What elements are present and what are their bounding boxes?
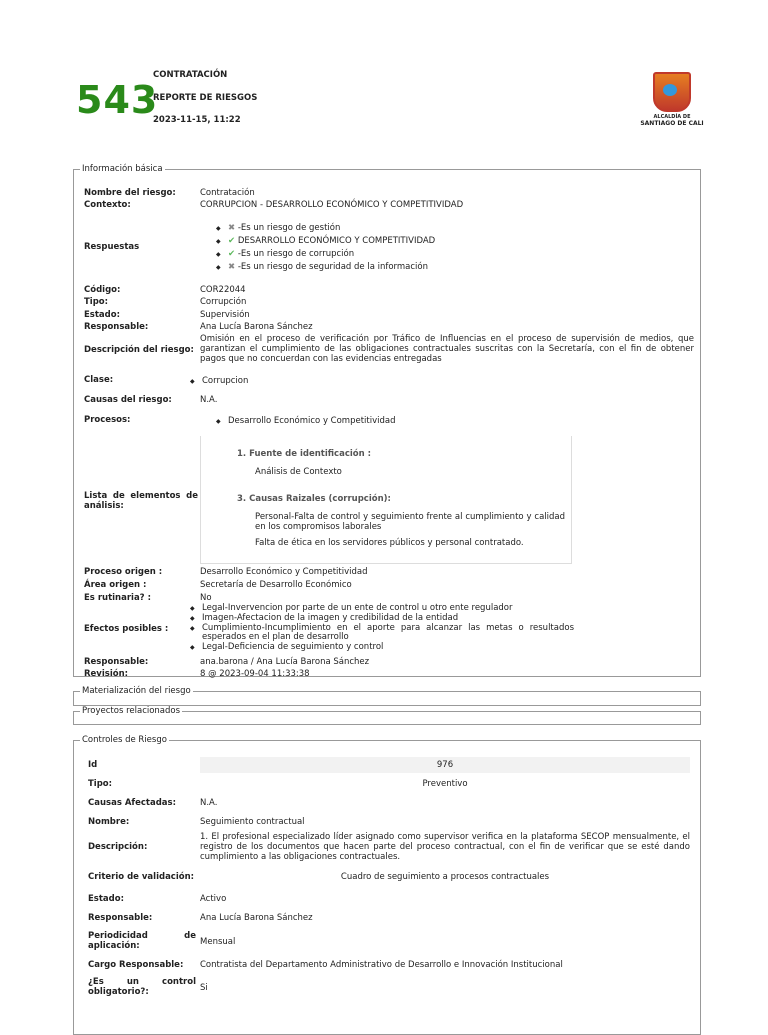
field-label: Responsable:	[84, 657, 149, 667]
section-legend: Materialización del riesgo	[82, 686, 191, 696]
field-label: Lista de elementos de análisis:	[84, 491, 198, 511]
control-status: Activo	[200, 894, 227, 904]
field-label: Causas Afectadas:	[88, 798, 176, 808]
risk-owner: Ana Lucía Barona Sánchez	[200, 322, 313, 332]
field-label: Es rutinaria? :	[84, 593, 151, 603]
controls-section	[73, 735, 701, 1035]
response-text: -Es un riesgo de gestión	[237, 223, 341, 233]
field-label: Causas del riesgo:	[84, 395, 172, 405]
cross-icon: ✖	[228, 223, 236, 233]
projects-section	[73, 706, 701, 725]
owner-user: ana.barona / Ana Lucía Barona Sánchez	[200, 657, 370, 667]
field-label: ¿Es un control obligatorio?:	[88, 977, 196, 997]
analysis-text: Personal-Falta de control y seguimiento frente al cumplimiento y calidad en los compromisos laborales	[255, 512, 565, 532]
risk-context: CORRUPCION - DESARROLLO ECONÓMICO Y COMPETITIVIDAD	[200, 200, 464, 210]
list-item: ◆ Cumplimiento-Incumplimiento en el aporte para alcanzar las metas o resultados esperados en el plan de desarrollo	[190, 624, 574, 644]
list-item: ◆ Imagen-Afectacion de la imagen y credibilidad de la entidad	[190, 614, 574, 624]
list-item: ◆ Corrupcion	[190, 375, 684, 388]
origin-process: Desarrollo Económico y Competitividad	[200, 567, 368, 577]
list-item	[216, 248, 710, 261]
list-item	[216, 222, 710, 235]
effects-list	[190, 604, 574, 653]
report-category: CONTRATACIÓN	[153, 70, 228, 80]
cross-icon: ✖	[228, 262, 236, 272]
control-description: 1. El profesional especializado líder asignado como supervisor verifica en la plataforma SECOP mensualmente, el registro de los documentos que hacen parte del proceso contractual, con el fin de verificar que se esté dando cumplimiento a las obligaciones contractuales.	[200, 832, 690, 862]
field-label: Tipo:	[88, 779, 113, 789]
response-text: DESARROLLO ECONÓMICO Y COMPETITIVIDAD	[237, 236, 436, 246]
coat-of-arms-icon	[653, 72, 691, 112]
responses-list	[216, 222, 710, 274]
logo-line1: ALCALDÍA DE	[653, 114, 691, 120]
affected-causes: N.A.	[200, 798, 218, 808]
origin-area: Secretaría de Desarrollo Económico	[200, 580, 352, 590]
field-label: Estado:	[84, 310, 120, 320]
list-item: ◆ Legal-Invervencion por parte de un ente de control u otro ente regulador	[190, 604, 574, 614]
analysis-heading: 1. Fuente de identificación :	[237, 449, 372, 459]
report-header	[0, 0, 768, 150]
field-label: Id	[88, 760, 98, 770]
risk-code: COR22044	[200, 285, 246, 295]
field-label: Responsable:	[84, 322, 149, 332]
control-type: Preventivo	[422, 779, 468, 789]
analysis-heading: 3. Causas Raizales (corrupción):	[237, 494, 391, 504]
field-label: Clase:	[84, 375, 114, 385]
report-date: 2023-11-15, 11:22	[153, 115, 241, 125]
list-item: ◆ Desarrollo Económico y Competitividad	[216, 415, 710, 428]
list-item	[216, 235, 710, 248]
field-label: Descripción:	[88, 842, 148, 852]
field-label: Procesos:	[84, 415, 131, 425]
control-id: 976	[200, 757, 690, 773]
logo-line2: SANTIAGO DE CALI	[640, 120, 704, 127]
field-label: Responsable:	[88, 913, 153, 923]
mandatory-control: Si	[200, 983, 208, 993]
validation-criterion: Cuadro de seguimiento a procesos contractuales	[340, 872, 550, 882]
field-label: Proceso origen :	[84, 567, 163, 577]
risk-description: Omisión en el proceso de verificación por Tráfico de Influencias en el proceso de supervisión de medios, que garantizan el cumplimiento de las obligaciones contractuales suscritas con la Secretaría, con el fin de obtener pagos que no concuerdan con las evidencias entregadas	[200, 334, 694, 364]
check-icon: ✔	[228, 236, 236, 246]
application-frequency: Mensual	[200, 937, 236, 947]
list-item	[216, 261, 710, 274]
risk-name: Contratación	[200, 188, 255, 198]
analysis-text: Falta de ética en los servidores públicos y personal contratado.	[255, 538, 524, 548]
is-routine: No	[200, 593, 212, 603]
section-legend: Proyectos relacionados	[82, 706, 181, 716]
field-label: Área origen :	[84, 580, 147, 590]
report-number: 543	[76, 78, 159, 122]
analysis-text: Análisis de Contexto	[255, 467, 342, 477]
revision: 8 @ 2023-09-04 11:33:38	[200, 669, 310, 679]
field-label: Descripción del riesgo:	[84, 345, 194, 355]
field-label: Estado:	[88, 894, 124, 904]
response-text: -Es un riesgo de seguridad de la información	[237, 262, 429, 272]
section-legend: Información básica	[82, 164, 163, 174]
list-item: ◆ Legal-Deficiencia de seguimiento y control	[190, 643, 574, 653]
alcaldia-logo	[640, 72, 704, 127]
field-label: Código:	[84, 285, 121, 295]
section-legend: Controles de Riesgo	[82, 735, 167, 745]
check-icon: ✔	[228, 249, 236, 259]
basic-info-section	[73, 164, 701, 677]
risk-causes: N.A.	[200, 395, 218, 405]
field-label: Respuestas	[84, 242, 140, 252]
field-label: Cargo Responsable:	[88, 960, 184, 970]
field-label: Contexto:	[84, 200, 131, 210]
response-text: -Es un riesgo de corrupción	[237, 249, 355, 259]
risk-status: Supervisión	[200, 310, 250, 320]
analysis-box	[200, 436, 572, 564]
field-label: Nombre:	[88, 817, 130, 827]
field-label: Periodicidad de aplicación:	[88, 931, 196, 951]
risk-type: Corrupción	[200, 297, 247, 307]
field-label: Tipo:	[84, 297, 109, 307]
responsible-position: Contratista del Departamento Administrativo de Desarrollo e Innovación Institucional	[200, 960, 563, 970]
report-title: REPORTE DE RIESGOS	[153, 93, 258, 103]
field-label: Criterio de validación:	[88, 872, 195, 882]
materialization-section	[73, 686, 701, 706]
field-label: Nombre del riesgo:	[84, 188, 176, 198]
field-label: Efectos posibles :	[84, 624, 169, 634]
field-label: Revisión:	[84, 669, 129, 679]
control-owner: Ana Lucía Barona Sánchez	[200, 913, 313, 923]
control-name: Seguimiento contractual	[200, 817, 305, 827]
